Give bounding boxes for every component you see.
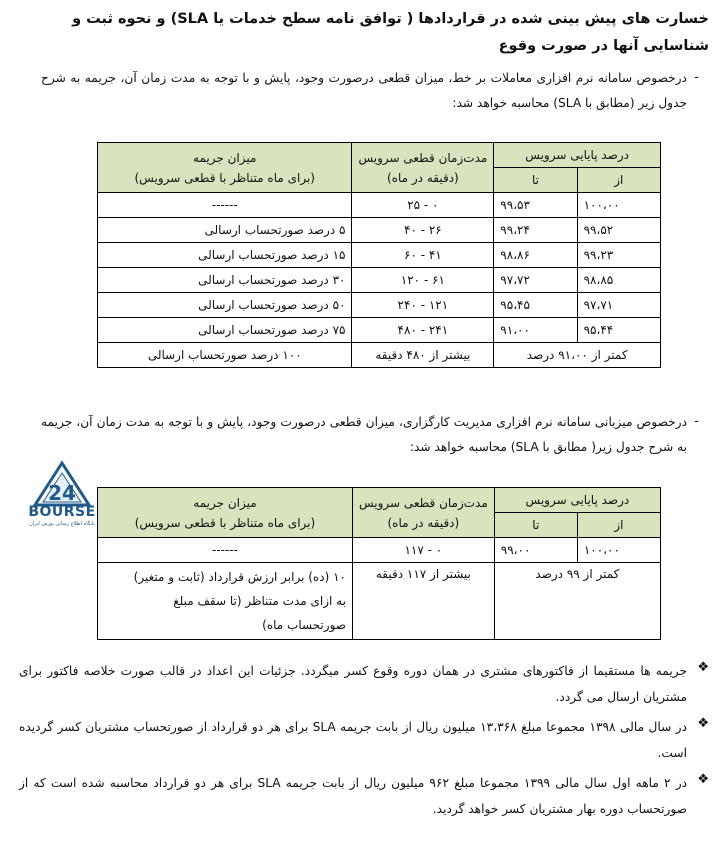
bourse-logo — [27, 459, 97, 531]
penalty-line: ۱۰ (ده) برابر ارزش قرارداد (ثابت و متغیر) — [133, 570, 346, 584]
table-row — [98, 193, 661, 218]
table-row — [98, 293, 661, 318]
table-header-row — [98, 143, 661, 168]
bullet-item — [19, 770, 709, 822]
cell-penalty: ۵ درصد صورتحساب ارسالی — [98, 218, 352, 243]
header-penalty-sub: (برای ماه متناظر با قطعی سرویس) — [134, 515, 316, 530]
cell-from: ۹۸،۸۵ — [577, 268, 660, 293]
sla-table-hosting — [97, 487, 661, 640]
header-penalty-label: میزان جریمه — [193, 495, 257, 510]
cell-duration: ۱۲۱ - ۲۴۰ — [352, 293, 494, 318]
cell-to: ۹۹،۲۴ — [494, 218, 577, 243]
diamond-bullet-icon: ❖ — [697, 660, 709, 675]
header-from: از — [577, 513, 660, 538]
header-to: تا — [494, 513, 577, 538]
bullet-item — [19, 714, 709, 766]
bullet-text: در ۲ ماهه اول سال مالی ۱۳۹۹ مجموعا مبلغ ۹۶۲ میلیون ریال از بابت جریمه SLA برای هر دو قرارداد محاسبه شده است که از صورتحساب دوره بهار مشتریان کسر خواهد گردید. — [19, 776, 688, 816]
cell-penalty: ۱۰۰ درصد صورتحساب ارسالی — [98, 343, 352, 368]
cell-from: ۹۹،۵۲ — [577, 218, 660, 243]
table-row — [98, 243, 661, 268]
header-to: تا — [494, 168, 577, 193]
cell-from: ۱۰۰،۰۰ — [577, 538, 660, 563]
table-header-row — [98, 488, 661, 513]
header-percent: درصد پایایی سرویس — [494, 488, 660, 513]
header-penalty-sub: (برای ماه متناظر با قطعی سرویس) — [134, 170, 315, 185]
cell-to: ۹۹،۰۰ — [494, 538, 577, 563]
cell-from: ۹۵،۴۴ — [577, 318, 660, 343]
cell-penalty — [98, 563, 353, 640]
penalty-line: به ازای مدت متناظر (تا سقف مبلغ — [173, 594, 346, 608]
cell-from: ۹۹،۲۳ — [577, 243, 660, 268]
cell-penalty: ۵۰ درصد صورتحساب ارسالی — [98, 293, 352, 318]
cell-duration: ۴۱ - ۶۰ — [352, 243, 494, 268]
cell-from: ۱۰۰،۰۰ — [577, 193, 660, 218]
cell-to: ۹۷،۷۲ — [494, 268, 577, 293]
bullet-text: جریمه ها مستقیما از فاکتورهای مشتری در همان دوره وقوع کسر میگردد. جزئیات این اعداد در قالب صورت خلاصه فاکتور برای مشتریان ارسال می گردد. — [19, 664, 687, 704]
cell-to: ۹۵،۴۵ — [494, 293, 577, 318]
section2-dash: - — [694, 414, 699, 429]
header-from: از — [577, 168, 660, 193]
cell-duration: ۰ - ۱۱۷ — [352, 538, 494, 563]
cell-penalty: ------ — [98, 538, 353, 563]
header-duration — [352, 143, 494, 193]
bullet-text: در سال مالی ۱۳۹۸ مجموعا مبلغ ۱۳،۳۶۸ میلیون ریال از بابت جریمه SLA برای هر دو قرارداد از صورتحساب مشتریان کسر گردیده است. — [19, 720, 687, 760]
cell-to: ۹۸،۸۶ — [494, 243, 577, 268]
cell-penalty: ------ — [98, 193, 352, 218]
diamond-bullet-icon: ❖ — [697, 716, 709, 731]
cell-duration: ۲۴۱ - ۴۸۰ — [352, 318, 494, 343]
header-penalty-label: میزان جریمه — [193, 150, 257, 165]
header-duration-sub: (دقیقه در ماه) — [387, 170, 459, 185]
table-row — [98, 318, 661, 343]
section2-paragraph: درخصوص میزبانی سامانه نرم افزاری مدیریت کارگزاری، میزان قطعی درصورت وجود، پایش و با توجه به مدت زمان آن، جریمه به شرح جدول زیر( مطابق با SLA) محاسبه خواهد شد: — [41, 415, 687, 454]
header-penalty — [98, 143, 352, 193]
cell-to: ۹۱،۰۰ — [494, 318, 577, 343]
page-heading: خسارت های پیش بینی شده در قراردادها ( توافق نامه سطح خدمات یا SLA) و نحوه ثبت و شناسایی آنها در صورت وقوع — [72, 11, 709, 54]
table-row — [98, 218, 661, 243]
cell-duration: بیشتر از ۴۸۰ دقیقه — [352, 343, 494, 368]
cell-percent: کمتر از ۹۹ درصد — [494, 563, 660, 640]
bullet-item — [19, 658, 709, 710]
header-duration-label: مدت‌زمان قطعی سرویس — [358, 150, 488, 165]
diamond-bullet-icon: ❖ — [697, 772, 709, 787]
header-percent: درصد پایایی سرویس — [494, 143, 661, 168]
table-row — [98, 343, 661, 368]
cell-penalty: ۳۰ درصد صورتحساب ارسالی — [98, 268, 352, 293]
cell-from: ۹۷،۷۱ — [577, 293, 660, 318]
logo-word: BOURSE — [28, 504, 96, 520]
cell-penalty: ۱۵ درصد صورتحساب ارسالی — [98, 243, 352, 268]
section1-dash: - — [694, 70, 699, 85]
cell-penalty: ۷۵ درصد صورتحساب ارسالی — [98, 318, 352, 343]
header-duration-label: مدت‌زمان قطعی سرویس — [358, 495, 488, 510]
header-duration-sub: (دقیقه در ماه) — [387, 515, 460, 530]
logo-subtitle: پایگاه اطلاع رسانی بورس ایران — [29, 521, 95, 527]
header-penalty — [98, 488, 353, 538]
penalty-line: صورتحساب ماه) — [262, 618, 346, 632]
cell-percent: کمتر از ۹۱،۰۰ درصد — [494, 343, 661, 368]
table-row — [98, 538, 661, 563]
svg-text:24: 24 — [48, 481, 76, 505]
sla-table-trading — [97, 142, 661, 368]
table-row — [98, 563, 661, 640]
header-duration — [352, 488, 494, 538]
cell-to: ۹۹،۵۳ — [494, 193, 577, 218]
cell-duration: ۲۶ - ۴۰ — [352, 218, 494, 243]
table-row — [98, 268, 661, 293]
cell-duration: ۶۱ - ۱۲۰ — [352, 268, 494, 293]
cell-duration: ۰ - ۲۵ — [352, 193, 494, 218]
section1-paragraph: درخصوص سامانه نرم افزاری معاملات بر خط، میزان قطعی درصورت وجود، پایش و با توجه به مدت زمان آن، جریمه به شرح جدول زیر (مطابق با SLA) محاسبه خواهد شد: — [41, 71, 687, 110]
cell-duration: بیشتر از ۱۱۷ دقیقه — [352, 563, 494, 640]
